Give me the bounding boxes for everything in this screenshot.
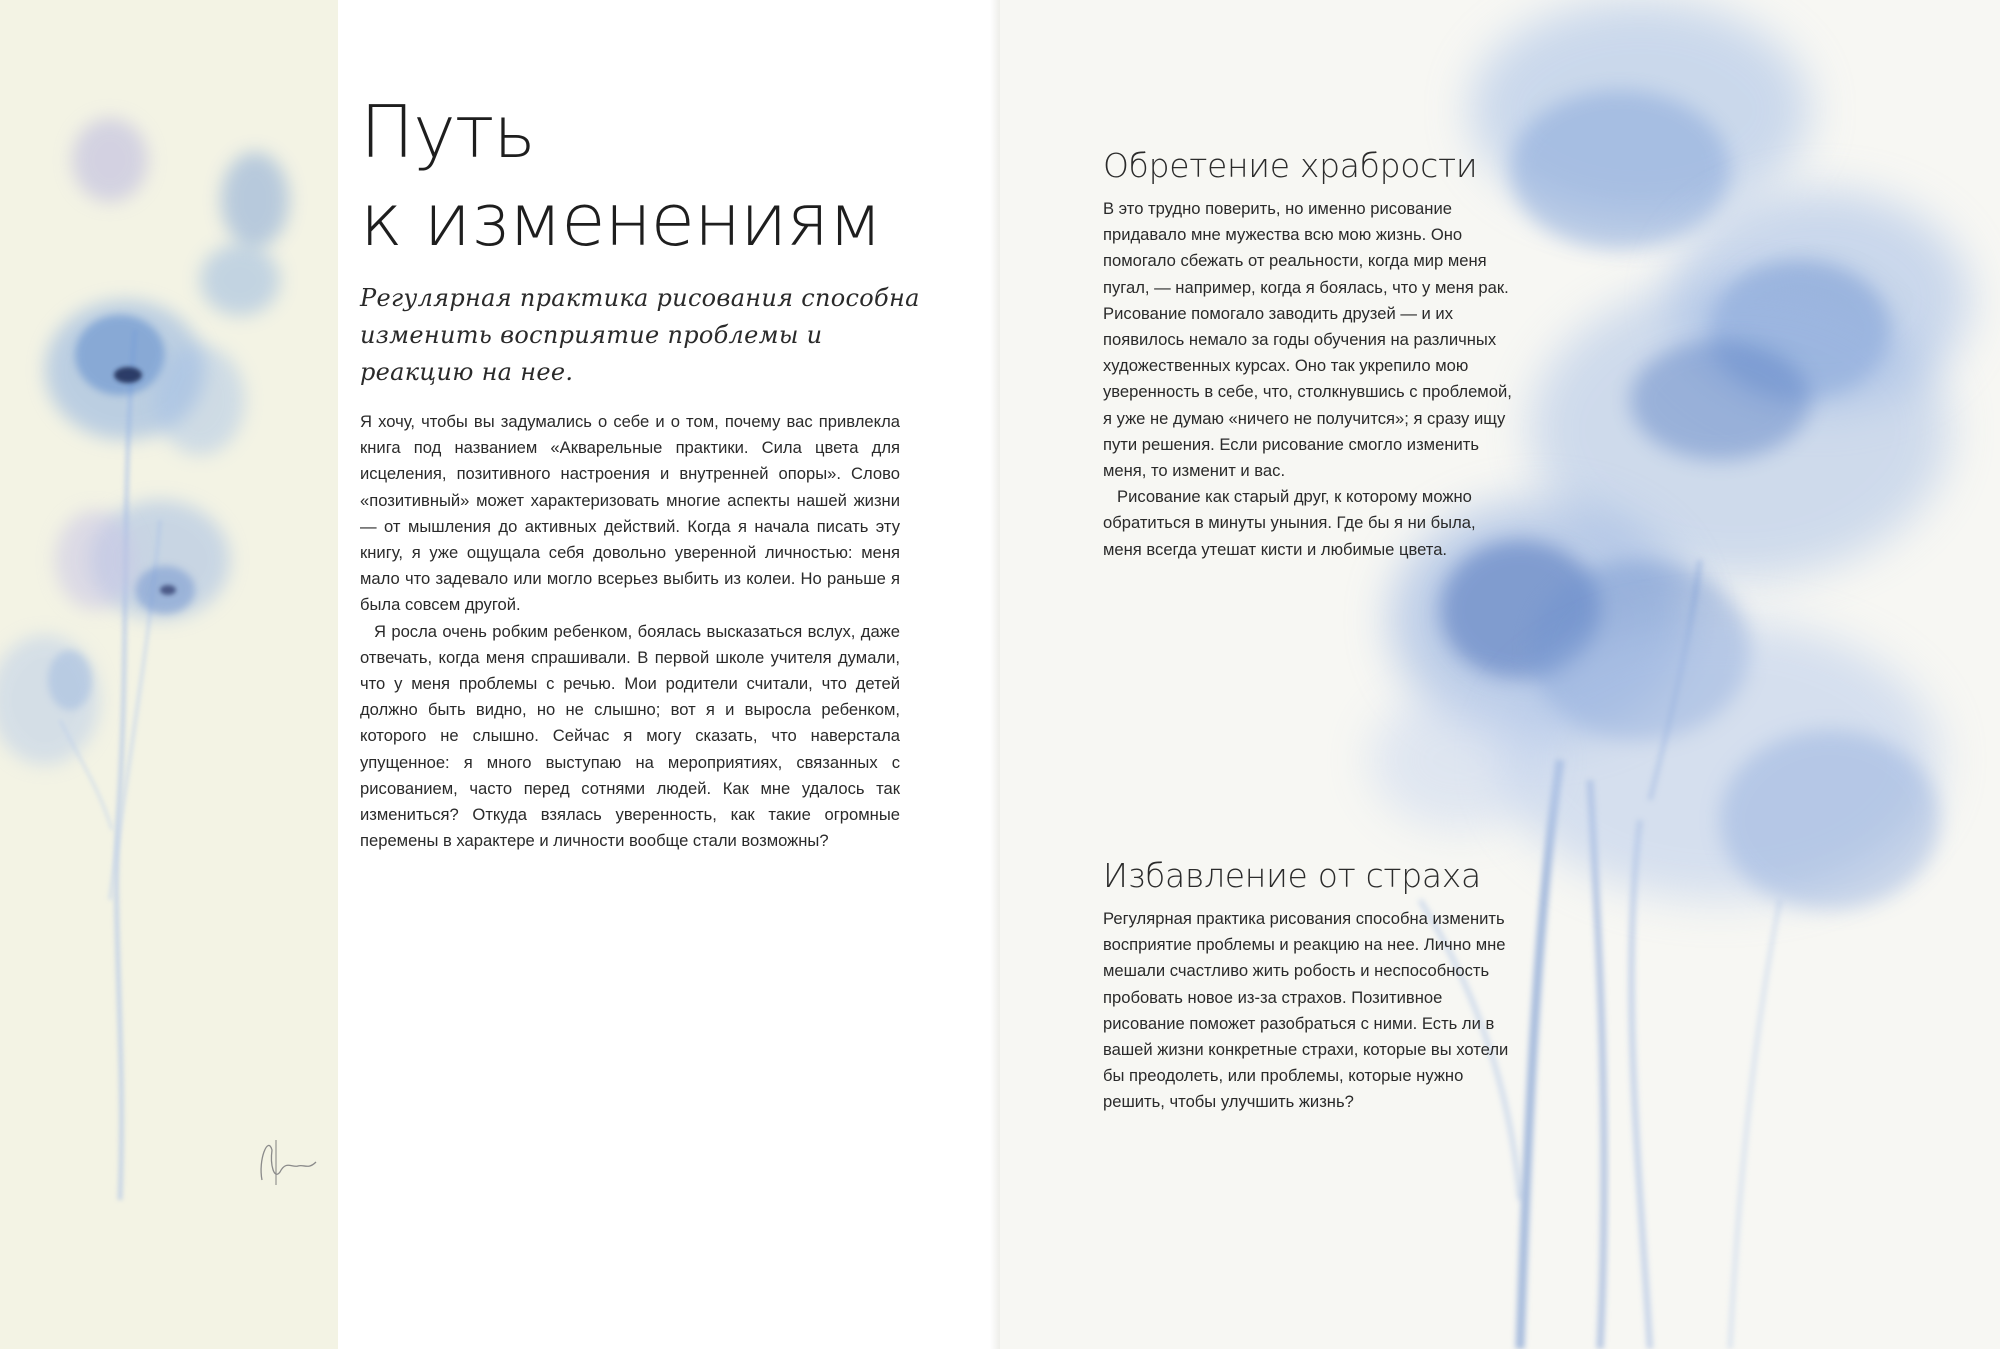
lead-quote: Регулярная практика рисования способна изменить восприятие проблемы и реакцию на нее. <box>360 284 920 386</box>
section-paragraph: В это трудно поверить, но именно рисование придавало мне мужества всю мою жизнь. Оно помогало сбежать от реальности, когда мир меня пугал, — например, когда я боялась, что у меня рак. Рисование помогало заводить друзей — и их появилось немало за годы обучения на различных художественных курсах. Оно так укрепило мою уверенность в себе, что, столкнувшись с проблемой, я уже не думаю «ничего не получится»; я сразу ищу пути решения. Если рисование смогло изменить меня, то изменит и вас. <box>1103 199 1512 481</box>
section-courage <box>1103 144 1513 563</box>
left-body-text <box>360 409 900 854</box>
left-watercolor-strip <box>0 0 338 1349</box>
body-paragraph: Я росла очень робким ребенком, боялась высказаться вслух, даже отвечать, когда меня спрашивали. В первой школе учителя думали, что у меня проблемы с речью. Мои родители считали, что детей должно быть видно, но не слышно; вот я и выросла ребенком, которого не слышно. Сейчас я могу сказать, что наверстала упущенное: я много выступаю на мероприятиях, связанных с рисованием, часто перед сотнями людей. Как мне удалось так измениться? Откуда взялась уверенность, как такие огромные перемены в характере и личности вообще стали возможны? <box>360 621 900 851</box>
section-fear <box>1103 854 1513 1116</box>
artist-signature <box>0 0 338 1349</box>
page-title <box>360 88 960 264</box>
page-title-line-2: к изменениям <box>360 178 882 262</box>
section-heading: Избавление от страха <box>1103 856 1481 895</box>
section-heading: Обретение храбрости <box>1103 146 1478 185</box>
section-paragraph: Рисование как старый друг, к которому можно обратиться в минуты уныния. Где бы я ни была, меня всегда утешат кисти и любимые цвета. <box>1103 487 1476 559</box>
section-paragraph: Регулярная практика рисования способна изменить восприятие проблемы и реакцию на нее. Лично мне мешали счастливо жить робость и неспособность пробовать новое из-за страхов. Позитивное рисование поможет разобраться с ними. Есть ли в вашей жизни конкретные страхи, которые вы хотели бы преодолеть, или проблемы, которые нужно решить, чтобы улучшить жизнь? <box>1103 909 1509 1112</box>
body-paragraph: Я хочу, чтобы вы задумались о себе и о том, почему вас привлекла книга под названием «Акварельные практики. Сила цвета для исцеления, позитивного настроения и внутренней опоры». Слово «позитивный» может характеризовать многие аспекты нашей жизни — от мышления до активных действий. Когда я начала писать эту книгу, я уже ощущала себя довольно уверенной личностью: меня мало что задевало или могло всерьез выбить из колеи. Но раньше я была совсем другой. <box>360 412 900 615</box>
page-title-line-1: Путь <box>360 90 535 174</box>
